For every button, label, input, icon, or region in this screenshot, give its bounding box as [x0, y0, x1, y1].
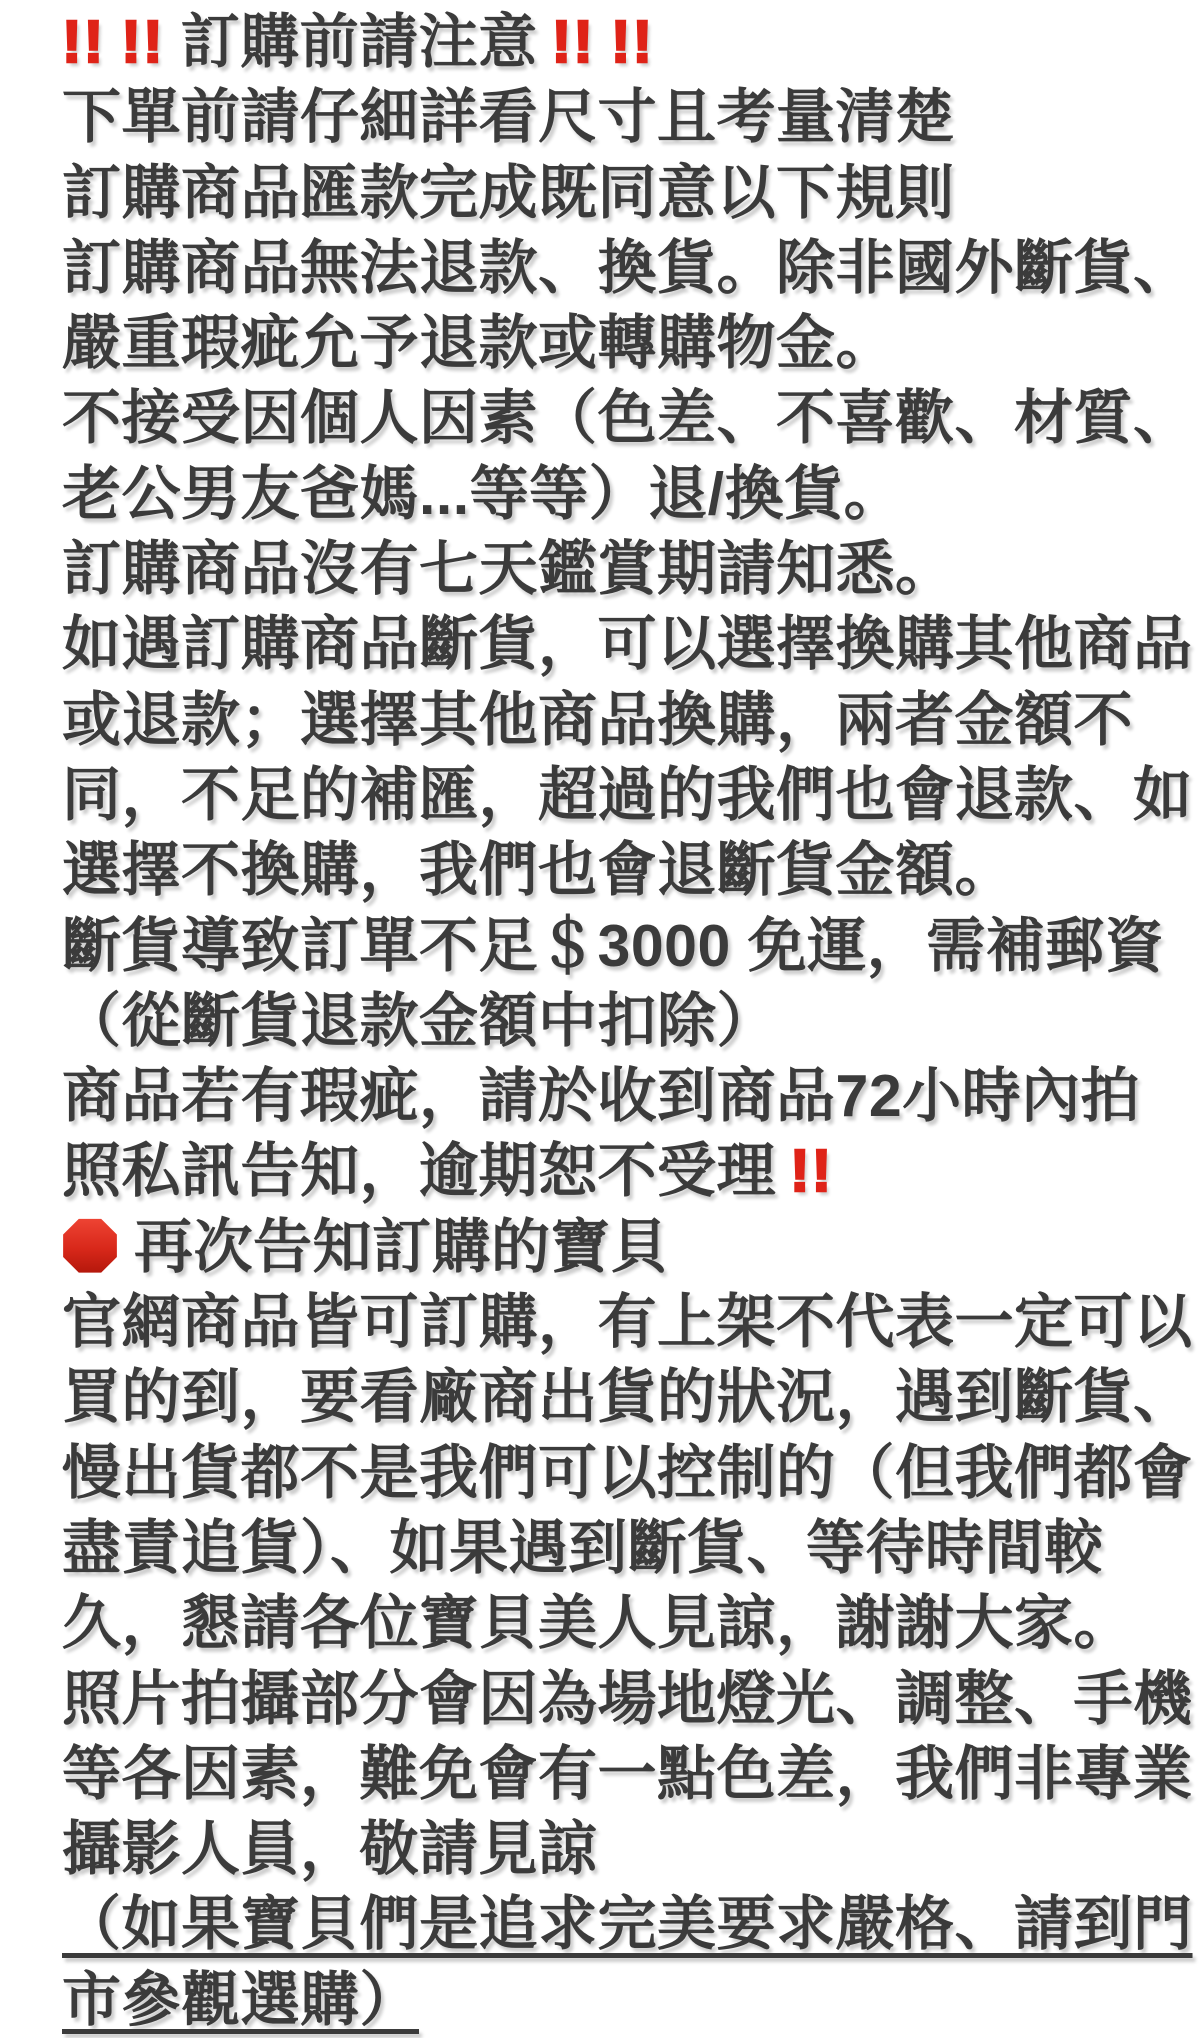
notice-line — [62, 1360, 1200, 1435]
notice-line-text: 訂購商品無法退款、換貨。除非國外斷貨、 — [62, 234, 1193, 301]
notice-line — [62, 1285, 1200, 1360]
notice-line — [62, 1586, 1200, 1661]
notice-line — [62, 758, 1200, 833]
notice-line-text: 老公男友爸媽...等等）退/換貨。 — [62, 460, 904, 527]
notice-line-text: 訂購商品沒有七天鑑賞期請知悉。 — [62, 536, 955, 603]
notice-line-text: 等各因素，難免會有一點色差，我們非專業 — [62, 1740, 1193, 1807]
notice-title-line — [62, 5, 1200, 80]
notice-line — [62, 306, 1200, 381]
notice-line-text: 下單前請仔細詳看尺寸且考量清楚 — [62, 84, 955, 151]
notice-line-text: 照私訊告知，逾期恕不受理 — [62, 1138, 777, 1205]
notice-line — [62, 1737, 1200, 1812]
notice-line — [62, 683, 1200, 758]
notice-line — [62, 1662, 1200, 1737]
notice-line-text: （如果寶貝們是追求完美要求嚴格、請到門 — [62, 1891, 1193, 1958]
notice-line — [62, 80, 1200, 155]
notice-line — [62, 381, 1200, 456]
notice-line-text: 不接受因個人因素（色差、不喜歡、材質、 — [62, 385, 1193, 452]
notice-line-text: 照片拍攝部分會因為場地燈光、調整、手機 — [62, 1665, 1193, 1732]
notice-line-text: 同，不足的補匯，超過的我們也會退款、如 — [62, 761, 1193, 828]
notice-line-text: 買的到，要看廠商出貨的狀況，遇到斷貨、 — [62, 1364, 1193, 1431]
notice-line — [62, 909, 1200, 984]
notice-line — [62, 1210, 1200, 1285]
double-exclamation-icon: !! — [790, 1138, 834, 1205]
notice-line — [62, 1511, 1200, 1586]
notice-line-text: 嚴重瑕疵允予退款或轉購物金。 — [62, 310, 896, 377]
notice-line-text: 或退款；選擇其他商品換購，兩者金額不 — [62, 686, 1134, 753]
notice-line — [62, 833, 1200, 908]
double-exclamation-icon: !! — [62, 9, 106, 75]
notice-line-text: （從斷貨退款金額中扣除） — [62, 987, 777, 1054]
notice-line-text: 如遇訂購商品斷貨，可以選擇換購其他商品 — [62, 611, 1193, 678]
notice-line-text: 攝影人員，敬請見諒 — [62, 1816, 598, 1883]
notice-line — [62, 1812, 1200, 1887]
notice-line-text: 再次告知訂購的寶貝 — [134, 1213, 670, 1280]
notice-line — [62, 156, 1200, 231]
stop-sign-icon — [62, 1218, 118, 1274]
notice-line — [62, 1963, 1200, 2038]
notice-line-text: 官網商品皆可訂購，有上架不代表一定可以 — [62, 1289, 1193, 1356]
double-exclamation-icon: !! — [610, 9, 655, 75]
notice-line — [62, 1887, 1200, 1962]
notice-line-text: 久，懇請各位寶貝美人見諒，謝謝大家。 — [62, 1590, 1134, 1657]
notice-line-text: 訂購商品匯款完成既同意以下規則 — [62, 159, 955, 226]
notice-line-text: 選擇不換購，我們也會退斷貨金額。 — [62, 837, 1015, 904]
notice-line-text: 市參觀選購） — [62, 1966, 420, 2033]
notice-line — [62, 457, 1200, 532]
notice-title-text: 訂購前請注意 — [180, 9, 538, 75]
notice-line-text: 斷貨導致訂單不足＄3000 免運，需補郵資 — [62, 912, 1165, 979]
notice-line — [62, 1134, 1200, 1209]
notice-line — [62, 1059, 1200, 1134]
double-exclamation-icon: !! — [121, 9, 165, 75]
double-exclamation-icon: !! — [551, 9, 595, 75]
notice-line — [62, 231, 1200, 306]
notice-line — [62, 607, 1200, 682]
notice-line-text: 盡責追貨）、如果遇到斷貨、等待時間較 — [62, 1514, 1104, 1581]
notice-line-text: 慢出貨都不是我們可以控制的（但我們都會 — [62, 1439, 1193, 1506]
notice-line — [62, 532, 1200, 607]
notice-line — [62, 984, 1200, 1059]
notice-line — [62, 1436, 1200, 1511]
notice-line-text: 商品若有瑕疵，請於收到商品72小時內拍 — [62, 1063, 1141, 1130]
